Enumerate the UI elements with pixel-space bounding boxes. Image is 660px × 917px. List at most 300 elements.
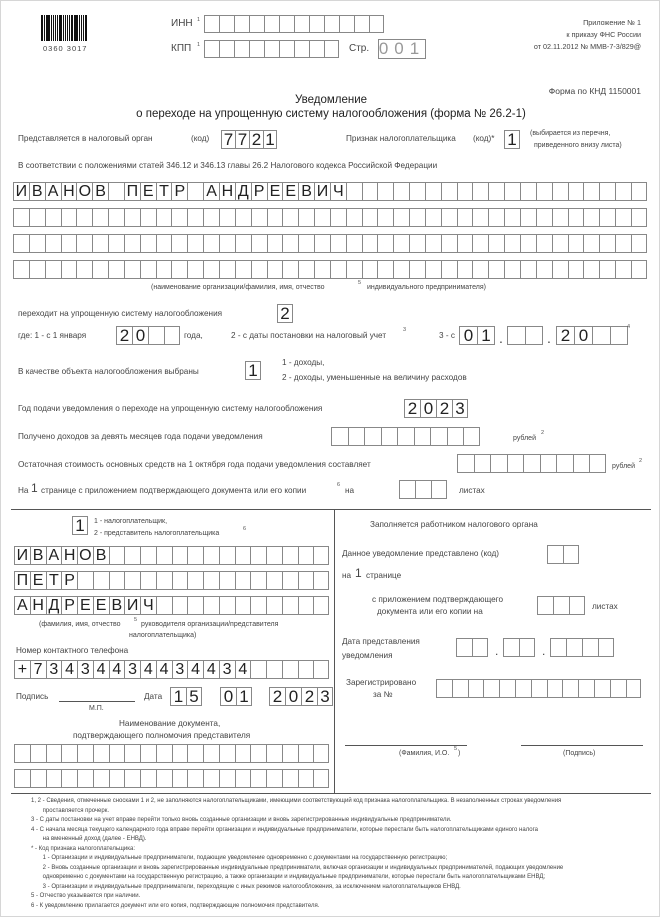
registration-digit xyxy=(547,679,563,698)
registration-digit xyxy=(594,679,610,698)
name-cell xyxy=(362,260,378,279)
name-cell xyxy=(520,260,536,279)
name-cell xyxy=(409,182,425,201)
phone-digit xyxy=(266,660,282,679)
inspector-date-day[interactable] xyxy=(456,638,488,657)
signer-type1: 1 - налогоплательщик, xyxy=(94,518,168,525)
registration-digit xyxy=(483,679,499,698)
date-month-digit: 0 xyxy=(220,687,236,706)
footnote-line: на вмененный доход (далее - ЕНВД). xyxy=(31,836,147,842)
name-caption: (наименование организации/фамилия, имя, отчество xyxy=(151,284,325,291)
registration-digit xyxy=(468,679,484,698)
name-cell xyxy=(425,208,441,227)
name-cell xyxy=(45,260,61,279)
signer-name-cell xyxy=(172,571,188,590)
date-day-digit: 5 xyxy=(186,687,202,706)
name-cell xyxy=(92,208,108,227)
name-cell xyxy=(29,260,45,279)
signer-name-cell xyxy=(140,571,156,590)
signer-name-cell xyxy=(109,571,125,590)
signer-name-cell xyxy=(235,546,251,565)
name-cell: Р xyxy=(251,182,267,201)
signer-name-cell: В xyxy=(109,596,125,615)
name-cell xyxy=(615,208,631,227)
name-cell xyxy=(171,208,187,227)
footnote-line: 1 - Организации и индивидуальные предприниматели, подающие уведомление одновременно с документами на государственную регистрацию; xyxy=(31,855,448,861)
signer-name-cell xyxy=(124,571,140,590)
on-page-count: 1 xyxy=(355,566,362,580)
date-submitted-label2: уведомления xyxy=(342,651,393,660)
income-digit xyxy=(447,427,464,446)
name-cell xyxy=(441,234,457,253)
name-cell xyxy=(346,208,362,227)
name-row[interactable] xyxy=(13,234,647,253)
on-page-suffix: странице xyxy=(366,571,402,580)
document-row[interactable] xyxy=(14,769,329,788)
attach-sheets-cells[interactable] xyxy=(537,596,585,615)
signer-name-cell xyxy=(156,546,172,565)
document-cell xyxy=(313,744,329,763)
name-cell xyxy=(219,208,235,227)
year-notice-digit: 2 xyxy=(436,399,452,418)
name-cell xyxy=(362,182,378,201)
name-cell: Н xyxy=(219,182,235,201)
transition-value-cell[interactable] xyxy=(277,304,293,323)
name-row[interactable] xyxy=(13,182,647,201)
dot-separator: . xyxy=(542,644,546,658)
name-cell xyxy=(552,182,568,201)
name-cell xyxy=(568,260,584,279)
date-year-digit: 2 xyxy=(269,687,285,706)
name-row[interactable] xyxy=(13,260,647,279)
phone-digit: 3 xyxy=(124,660,140,679)
name-cell xyxy=(631,208,647,227)
signer-name-cell: И xyxy=(14,546,30,565)
year-suffix-digit xyxy=(148,326,164,345)
law-text: В соответствии с положениями статей 346.12 и 346.13 главы 26.2 Налогового кодекса Российской Федерации xyxy=(18,161,438,170)
pages-sup: 6 xyxy=(337,482,341,488)
name-cell: Е xyxy=(282,182,298,201)
signer-name-cell xyxy=(124,546,140,565)
signer-name-cell xyxy=(187,596,203,615)
name-cell xyxy=(171,260,187,279)
document-cell xyxy=(109,769,125,788)
signer-name-cell xyxy=(313,571,329,590)
tax-authority-code[interactable] xyxy=(221,130,277,149)
name-cell xyxy=(568,234,584,253)
pages-sheets-cells[interactable] xyxy=(399,480,447,499)
document-cell xyxy=(124,769,140,788)
name-cell xyxy=(156,260,172,279)
signer-name-cell xyxy=(250,546,266,565)
name-cell xyxy=(488,260,504,279)
income-digit xyxy=(364,427,381,446)
inspector-signature-line[interactable] xyxy=(521,745,643,746)
year-digit xyxy=(592,326,610,345)
name-cell xyxy=(583,234,599,253)
year-digit: 0 xyxy=(574,326,592,345)
footnote-line: одновременно с документами на государственную регистрацию, а также организации и индивидуальные предприниматели, которые перестали быть налогоплательщиками ЕНВД; xyxy=(31,874,546,880)
name-cell xyxy=(504,182,520,201)
name-cell: Ч xyxy=(330,182,346,201)
phone-digit xyxy=(298,660,314,679)
transition-label: переходит на упрощенную систему налогообложения xyxy=(18,309,223,318)
document-cell xyxy=(61,769,77,788)
residual-digit xyxy=(589,454,606,473)
name-cell xyxy=(362,234,378,253)
taxpayer-sign-hint1: (выбирается из перечня, xyxy=(530,130,611,137)
kpp-cells[interactable] xyxy=(204,40,339,58)
name-cell xyxy=(187,208,203,227)
registration-digit xyxy=(436,679,452,698)
residual-digit xyxy=(474,454,491,473)
page-number: 001 xyxy=(378,39,426,58)
name-cell xyxy=(330,208,346,227)
phone-digit: 3 xyxy=(77,660,93,679)
form-code: Форма по КНД 1150001 xyxy=(548,86,641,96)
signer-name-cell: Е xyxy=(30,571,46,590)
name-cell xyxy=(156,234,172,253)
document-cell xyxy=(156,769,172,788)
residual-digit xyxy=(573,454,590,473)
inspector-name-line[interactable] xyxy=(345,745,467,746)
name-cell xyxy=(45,208,61,227)
date-year-digit: 0 xyxy=(285,687,301,706)
pages-count: 1 xyxy=(31,481,38,495)
phone-digit xyxy=(250,660,266,679)
date-year-digit: 3 xyxy=(317,687,333,706)
signer-name-cell: Е xyxy=(93,596,109,615)
document-row[interactable] xyxy=(14,744,329,763)
name-cell: П xyxy=(124,182,140,201)
name-cell xyxy=(520,234,536,253)
name-cell xyxy=(298,234,314,253)
signer-caption-sup: 5 xyxy=(134,617,138,623)
residual-digit xyxy=(457,454,474,473)
signer-name-cell xyxy=(266,596,282,615)
phone-digit: 3 xyxy=(172,660,188,679)
name-cell xyxy=(599,260,615,279)
name-cell xyxy=(441,208,457,227)
phone-digit: 7 xyxy=(30,660,46,679)
transition-month-cells[interactable] xyxy=(507,326,543,345)
name-cell xyxy=(536,182,552,201)
name-caption-sup: 5 xyxy=(358,280,362,286)
document-cell xyxy=(282,744,298,763)
name-cell xyxy=(472,260,488,279)
name-cell xyxy=(599,208,615,227)
name-cell: А xyxy=(203,182,219,201)
name-cell xyxy=(282,260,298,279)
signer-name-cell xyxy=(250,571,266,590)
signer-name-cell xyxy=(203,596,219,615)
year-notice-digit: 3 xyxy=(452,399,468,418)
name-cell xyxy=(330,234,346,253)
inn-sup: 1 xyxy=(197,17,201,23)
name-cell xyxy=(187,182,203,201)
name-cell xyxy=(108,234,124,253)
footnote-line: * - Код признака налогоплательщика: xyxy=(31,845,136,852)
name-cell xyxy=(583,208,599,227)
name-cell xyxy=(235,234,251,253)
footnote-line: 6 - К уведомлению прилагается документ или его копия, подтверждающие полномочия представителя. xyxy=(31,902,320,909)
residual-unit: рублей xyxy=(612,463,635,470)
page-number-cells xyxy=(378,39,426,59)
name-cell xyxy=(29,208,45,227)
income-digit xyxy=(348,427,365,446)
object-value: 1 xyxy=(245,361,261,380)
option2-sup: 3 xyxy=(403,327,407,333)
name-cell xyxy=(29,234,45,253)
footnote-line: 3 - Организации и индивидуальные предприниматели, переходящие с иных режимов налогообложения, за исключением налогоплательщиков ЕНВД. xyxy=(31,883,461,890)
signer-name-cell: И xyxy=(124,596,140,615)
registration-digit xyxy=(515,679,531,698)
name-cell: Н xyxy=(61,182,77,201)
on-page-prefix: на xyxy=(342,571,352,580)
name-cell xyxy=(552,260,568,279)
name-cell xyxy=(108,208,124,227)
phone-label: Номер контактного телефона xyxy=(16,646,129,655)
name-cell xyxy=(61,260,77,279)
name-cell xyxy=(76,208,92,227)
signer-name-row[interactable] xyxy=(14,546,329,565)
date-day-digit: 1 xyxy=(170,687,186,706)
document-cell xyxy=(140,769,156,788)
submitted-code-cells[interactable] xyxy=(547,545,579,564)
document-cell xyxy=(46,769,62,788)
pages-prefix: На xyxy=(18,486,29,495)
signer-name-cell xyxy=(172,596,188,615)
appendix-line1: Приложение № 1 xyxy=(583,18,641,27)
name-cell xyxy=(171,234,187,253)
residual-digit xyxy=(540,454,557,473)
name-cell: Т xyxy=(156,182,172,201)
name-cell: И xyxy=(314,182,330,201)
year-notice-digit: 0 xyxy=(420,399,436,418)
signer-caption2: налогоплательщика) xyxy=(129,632,197,639)
page-label: Стр. xyxy=(349,43,370,54)
sign-label: Подпись xyxy=(16,692,49,701)
signer-name-cell xyxy=(140,546,156,565)
signer-name-cell: А xyxy=(46,546,62,565)
footnote-line: 2 - Вновь созданные организации и вновь зарегистрированные индивидуальные предприниматели, включая организации и индивидуальных предпринимателей, подающих уведомление xyxy=(31,864,564,871)
registration-number-cells[interactable] xyxy=(436,679,641,698)
appendix-line2: к приказу ФНС России xyxy=(566,30,641,39)
name-cell xyxy=(472,182,488,201)
signer-caption1-end: руководителя организации/представителя xyxy=(141,621,279,628)
name-cell xyxy=(203,208,219,227)
inspector-date-year[interactable] xyxy=(550,638,614,657)
name-cell xyxy=(61,234,77,253)
name-cell xyxy=(631,260,647,279)
document-cell xyxy=(250,769,266,788)
name-cell xyxy=(92,260,108,279)
year-notice-label: Год подачи уведомления о переходе на упрощенную систему налогообложения xyxy=(18,404,323,413)
phone-digit: 4 xyxy=(156,660,172,679)
dot-separator: . xyxy=(495,644,499,658)
signer-name-row[interactable] xyxy=(14,596,329,615)
footnote-line: 1, 2 - Сведения, отмеченные сносками 1 и 2, не заполняются налогоплательщиками, имеющими соответствующий код признака налогоплательщика. В незаполненных строках уведомления xyxy=(31,798,562,804)
name-cell xyxy=(267,260,283,279)
phone-digit: 4 xyxy=(203,660,219,679)
name-cell xyxy=(235,208,251,227)
name-cell xyxy=(219,234,235,253)
doc-label2: подтверждающего полномочия представителя xyxy=(73,731,251,740)
barcode xyxy=(41,15,87,41)
date-year-digit: 2 xyxy=(301,687,317,706)
name-cell xyxy=(393,182,409,201)
tax-authority-code-label: (код) xyxy=(191,134,210,143)
phone-digit: 3 xyxy=(219,660,235,679)
registration-digit xyxy=(626,679,642,698)
document-cell xyxy=(14,744,30,763)
name-row[interactable] xyxy=(13,208,647,227)
footnote-line: 4 - С начала месяца текущего календарного года вправе перейти организации и индивидуальные предприниматели, которые перестали быть налогоплательщиками единого налога xyxy=(31,826,538,833)
mp-label: М.П. xyxy=(89,705,104,712)
signer-name-cell xyxy=(282,571,298,590)
signer-name-cell xyxy=(266,571,282,590)
signer-name-cell xyxy=(282,596,298,615)
document-cell xyxy=(124,744,140,763)
name-cell xyxy=(457,208,473,227)
name-cell xyxy=(203,260,219,279)
name-cell xyxy=(504,234,520,253)
name-cell xyxy=(393,260,409,279)
sign-date-year[interactable] xyxy=(269,687,333,706)
signer-name-cell: Д xyxy=(46,596,62,615)
name-cell xyxy=(140,208,156,227)
residual-digit xyxy=(523,454,540,473)
footer-divider xyxy=(11,793,651,794)
document-cell xyxy=(156,744,172,763)
signer-name-cell: П xyxy=(14,571,30,590)
document-cell xyxy=(140,744,156,763)
object-value-cell[interactable] xyxy=(245,361,261,380)
document-cell xyxy=(266,744,282,763)
signer-name-cell xyxy=(235,571,251,590)
pages-suffix: листах xyxy=(459,486,485,495)
name-cell xyxy=(599,234,615,253)
document-cell xyxy=(203,769,219,788)
name-cell xyxy=(504,260,520,279)
signer-name-cell: Р xyxy=(61,596,77,615)
inspector-date-month[interactable] xyxy=(503,638,535,657)
name-cell: Р xyxy=(171,182,187,201)
name-cell xyxy=(108,260,124,279)
year-notice-cells[interactable] xyxy=(404,399,468,418)
sign-date-month[interactable] xyxy=(220,687,252,706)
phone-cells[interactable] xyxy=(14,660,329,679)
code-digit: 7 xyxy=(221,130,235,149)
taxpayer-sign-cell[interactable] xyxy=(504,130,520,149)
fio-label-end: ) xyxy=(458,750,461,757)
name-cell xyxy=(156,208,172,227)
signer-name-cell xyxy=(187,546,203,565)
pages-middle: странице с приложением подтверждающего документа или его копии xyxy=(41,486,307,495)
signer-name-cell: Т xyxy=(46,571,62,590)
name-cell xyxy=(488,234,504,253)
document-cell xyxy=(219,744,235,763)
name-cell xyxy=(615,182,631,201)
signer-name-cell xyxy=(298,571,314,590)
name-cell xyxy=(330,260,346,279)
barcode-number: 0360 3017 xyxy=(43,44,88,53)
signer-type2-sup: 6 xyxy=(243,526,247,532)
year-prefix-digit: 0 xyxy=(132,326,148,345)
name-cell: Е xyxy=(267,182,283,201)
transition-day-cells[interactable] xyxy=(459,326,495,345)
name-cell xyxy=(599,182,615,201)
document-cell xyxy=(30,769,46,788)
name-cell: В xyxy=(298,182,314,201)
name-cell xyxy=(13,208,29,227)
residual-digit xyxy=(507,454,524,473)
name-cell xyxy=(457,234,473,253)
submitted-label: Данное уведомление представлено (код) xyxy=(342,549,500,558)
name-cell xyxy=(92,234,108,253)
signer-name-row[interactable] xyxy=(14,571,329,590)
name-cell xyxy=(425,260,441,279)
name-cell xyxy=(472,208,488,227)
fio-sup: 5 xyxy=(454,746,458,752)
name-cell: А xyxy=(45,182,61,201)
name-cell xyxy=(13,260,29,279)
name-cell xyxy=(124,260,140,279)
transition-year-cells[interactable] xyxy=(116,326,180,345)
document-cell xyxy=(187,744,203,763)
name-cell xyxy=(76,260,92,279)
signer-caption1: (фамилия, имя, отчество xyxy=(39,621,121,628)
signer-name-cell: Н xyxy=(61,546,77,565)
inn-cells[interactable] xyxy=(204,15,384,33)
name-cell xyxy=(488,208,504,227)
document-cell xyxy=(187,769,203,788)
name-cell xyxy=(76,234,92,253)
name-cell xyxy=(219,260,235,279)
residual-cells[interactable] xyxy=(457,454,606,473)
kpp-sup: 1 xyxy=(197,42,201,48)
date-label: Дата xyxy=(144,692,163,701)
sign-date-day[interactable] xyxy=(170,687,202,706)
document-cell xyxy=(30,744,46,763)
document-cell xyxy=(46,744,62,763)
signer-name-cell xyxy=(219,546,235,565)
name-cell xyxy=(377,208,393,227)
name-cell xyxy=(314,234,330,253)
name-cell xyxy=(536,208,552,227)
signature-line[interactable] xyxy=(59,701,135,702)
signer-type-cell[interactable] xyxy=(72,516,88,535)
signer-name-cell: А xyxy=(14,596,30,615)
signer-name-cell xyxy=(187,571,203,590)
name-cell xyxy=(140,260,156,279)
reg-no-label: за № xyxy=(373,690,393,699)
residual-digit xyxy=(490,454,507,473)
day-digit: 1 xyxy=(477,326,495,345)
name-cell xyxy=(615,260,631,279)
signer-name-cell xyxy=(109,546,125,565)
phone-digit: 4 xyxy=(235,660,251,679)
signer-type2: 2 - представитель налогоплательщика xyxy=(94,530,220,537)
transition-year2-cells[interactable] xyxy=(556,324,631,345)
name-cell xyxy=(457,260,473,279)
name-cell xyxy=(267,208,283,227)
inspector-heading: Заполняется работником налогового органа xyxy=(370,520,538,529)
income-cells[interactable] xyxy=(331,427,480,446)
signer-name-cell xyxy=(298,546,314,565)
document-cell xyxy=(250,744,266,763)
code-digit: 7 xyxy=(235,130,249,149)
